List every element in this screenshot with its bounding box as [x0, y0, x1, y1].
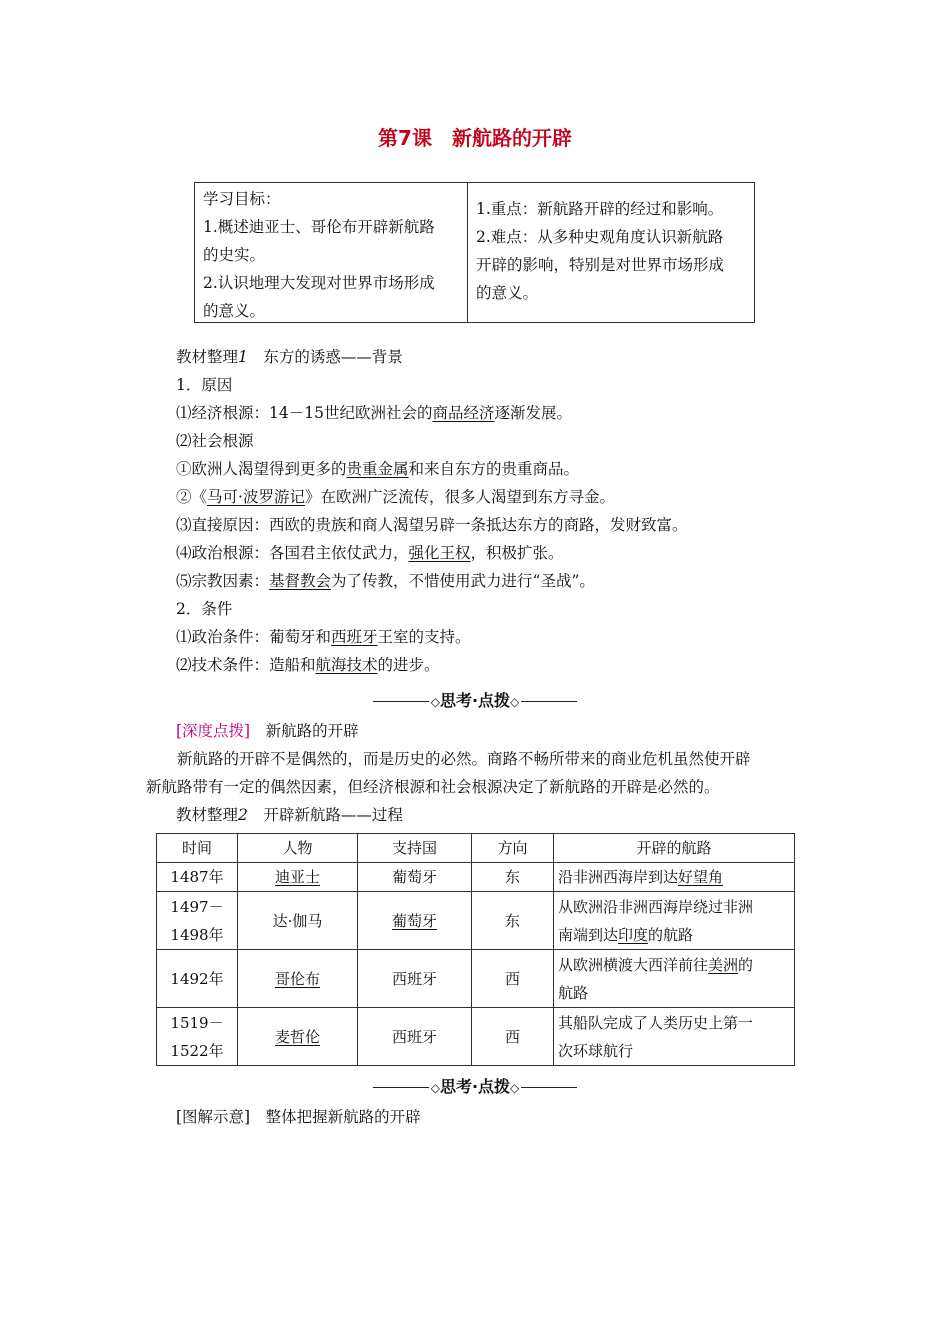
cell-time: [157, 1008, 238, 1066]
key-point-line: 的意义。: [476, 284, 539, 302]
divider-think-tip: [0, 1074, 950, 1097]
cell-direction: 西: [472, 1008, 554, 1066]
goal-line: 2.认识地理大发现对世界市场形成: [203, 274, 435, 292]
deep-tip-paragraph: [146, 745, 808, 801]
key-point-line: 2.难点：从多种史观角度认识新航路: [476, 228, 724, 246]
lesson-title: 第7课 新航路的开辟: [378, 126, 572, 150]
social-root: ⑵社会根源: [176, 432, 254, 450]
deep-tip-title: 新航路的开辟: [250, 722, 359, 740]
country-name: 葡萄牙: [391, 911, 437, 930]
cell-route: [554, 950, 795, 1008]
text: 逐渐发展。: [494, 404, 572, 422]
political-root: [176, 542, 564, 564]
text: 南端到达: [558, 925, 619, 944]
route-line: [558, 1009, 790, 1037]
key-point-line: 开辟的影响，特别是对世界市场形成: [476, 256, 725, 274]
goal-line: 学习目标：: [203, 190, 281, 208]
cell-direction: 西: [472, 950, 554, 1008]
text: ②《: [176, 488, 208, 506]
time-line: 1487年: [170, 868, 224, 886]
table-row: [157, 950, 795, 1008]
subheading-conditions: 2．条件: [176, 600, 233, 618]
key-point-line: 1.重点：新航路开辟的经过和影响。: [476, 200, 724, 218]
section-prefix: 教材整理: [176, 348, 239, 366]
column-header: 方向: [472, 834, 554, 863]
religious-factor: [176, 570, 595, 592]
route-line: [558, 893, 790, 921]
text: 航路: [558, 983, 589, 1002]
cell-country: [358, 950, 472, 1008]
deep-tip-heading: [176, 720, 359, 742]
cell-person: [238, 1008, 358, 1066]
country-name: 西班牙: [391, 1027, 437, 1046]
time-line: 1519－: [170, 1013, 224, 1032]
text: 次环球航行: [558, 1041, 634, 1060]
cell-direction: 东: [472, 863, 554, 892]
keyword: 强化王权: [408, 544, 471, 562]
text: 的航路: [648, 925, 694, 944]
key-points: [468, 183, 754, 322]
voyages-table: [156, 833, 795, 1066]
text: ⑸宗教因素：: [176, 572, 270, 590]
time-line: 1498年: [170, 925, 224, 944]
diagram-heading: [176, 1106, 421, 1128]
divider-think-tip: [0, 688, 950, 711]
text: ⑵技术条件：造船和: [176, 656, 316, 674]
cell-time: [157, 863, 238, 892]
text: 的: [738, 955, 754, 974]
keyword: 商品经济: [432, 404, 495, 422]
cell-direction: 东: [472, 892, 554, 950]
section-prefix: 教材整理: [176, 806, 239, 824]
cell-route: [554, 892, 795, 950]
diagram-title: 整体把握新航路的开辟: [250, 1108, 421, 1126]
keyword: 贵重金属: [346, 460, 409, 478]
diamond-icon: ◇: [430, 695, 440, 709]
divider-rule: [521, 701, 577, 702]
person-name: 达·伽马: [272, 911, 323, 930]
direct-cause: ⑶直接原因：西欧的贵族和商人渴望另辟一条抵达东方的商路，发财致富。: [176, 516, 688, 534]
cell-country: [358, 1008, 472, 1066]
cell-time: [157, 950, 238, 1008]
cell-time: [157, 892, 238, 950]
learning-goals-box: [194, 182, 755, 323]
learning-goals: [195, 183, 468, 322]
keyword: 航海技术: [315, 656, 378, 674]
deep-tip-tag: [深度点拨]: [176, 722, 251, 740]
text: 》在欧洲广泛流传，很多人渴望到东方寻金。: [304, 488, 615, 506]
keyword: 好望角: [678, 868, 724, 886]
text: 从欧洲沿非洲西海岸绕过非洲: [558, 897, 754, 916]
route-line: [558, 1037, 790, 1065]
text: ⑴经济根源：14－15世纪欧洲社会的: [176, 404, 433, 422]
text: ①欧洲人渴望得到更多的: [176, 460, 347, 478]
cell-route: [554, 863, 795, 892]
subheading-reasons: 1．原因: [176, 376, 233, 394]
goal-line: 1.概述迪亚士、哥伦布开辟新航路: [203, 218, 435, 236]
table-row: [157, 892, 795, 950]
route-line: [558, 921, 790, 949]
route-line: [558, 863, 790, 891]
section-number: 2: [238, 806, 248, 824]
table-row: [157, 863, 795, 892]
keyword: 美洲: [708, 955, 739, 974]
divider-rule: [373, 701, 429, 702]
text: ⑷政治根源：各国君主依仗武力，: [176, 544, 409, 562]
keyword: 西班牙: [331, 628, 378, 646]
column-header: 人物: [238, 834, 358, 863]
cell-person: [238, 863, 358, 892]
cell-country: [358, 863, 472, 892]
section-heading-1: [176, 346, 403, 368]
column-header: 支持国: [358, 834, 472, 863]
keyword: 马可·波罗游记: [207, 488, 305, 506]
economic-root: [176, 402, 572, 424]
route-line: [558, 979, 790, 1007]
divider-rule: [521, 1087, 577, 1088]
social-root-item-1: [176, 458, 579, 480]
divider-label: 思考·点拨: [439, 691, 511, 710]
time-line: 1522年: [170, 1041, 224, 1060]
text: ⑴政治条件：葡萄牙和: [176, 628, 332, 646]
country-name: 西班牙: [391, 969, 437, 988]
time-line: 1497－: [170, 897, 224, 916]
table-row: [157, 1008, 795, 1066]
person-name: 迪亚士: [274, 868, 320, 886]
social-root-item-2: [176, 486, 615, 508]
diagram-tag: [图解示意]: [176, 1108, 251, 1126]
country-name: 葡萄牙: [391, 868, 437, 886]
political-condition: [176, 626, 471, 648]
divider-rule: [373, 1087, 429, 1088]
person-name: 哥伦布: [274, 969, 320, 988]
text: 和来自东方的贵重商品。: [408, 460, 580, 478]
text: 的进步。: [377, 656, 440, 674]
text: 从欧洲横渡大西洋前往: [558, 955, 709, 974]
cell-person: [238, 892, 358, 950]
route-line: [558, 951, 790, 979]
goal-line: 的史实。: [203, 246, 266, 264]
cell-country: [358, 892, 472, 950]
cell-route: [554, 1008, 795, 1066]
time-line: 1492年: [170, 969, 224, 988]
table-header-row: [157, 834, 795, 863]
diamond-icon: ◇: [430, 1081, 440, 1095]
diamond-icon: ◇: [510, 1081, 520, 1095]
goal-line: 的意义。: [203, 302, 266, 320]
diamond-icon: ◇: [510, 695, 520, 709]
text: 沿非洲西海岸到达: [558, 868, 679, 886]
text: ，积极扩张。: [470, 544, 564, 562]
section-heading-2: [176, 804, 403, 826]
section-title: 东方的诱惑——背景: [247, 348, 403, 366]
keyword: 基督教会: [269, 572, 332, 590]
cell-person: [238, 950, 358, 1008]
paragraph-line: 新航路的开辟不是偶然的，而是历史的必然。商路不畅所带来的商业危机虽然使开辟: [146, 750, 751, 768]
keyword: 印度: [618, 925, 649, 944]
divider-label: 思考·点拨: [439, 1077, 511, 1096]
column-header: 开辟的航路: [554, 834, 795, 863]
column-header: 时间: [157, 834, 238, 863]
text: 其船队完成了人类历史上第一: [558, 1013, 754, 1032]
text: 王室的支持。: [377, 628, 471, 646]
paragraph-line: 新航路带有一定的偶然因素，但经济根源和社会根源决定了新航路的开辟是必然的。: [146, 778, 720, 796]
table-body: [157, 863, 795, 1066]
section-title: 开辟新航路——过程: [247, 806, 403, 824]
technical-condition: [176, 654, 440, 676]
section-number: 1: [238, 348, 248, 366]
text: 为了传教，不惜使用武力进行“圣战”。: [331, 572, 595, 590]
person-name: 麦哲伦: [274, 1027, 320, 1046]
